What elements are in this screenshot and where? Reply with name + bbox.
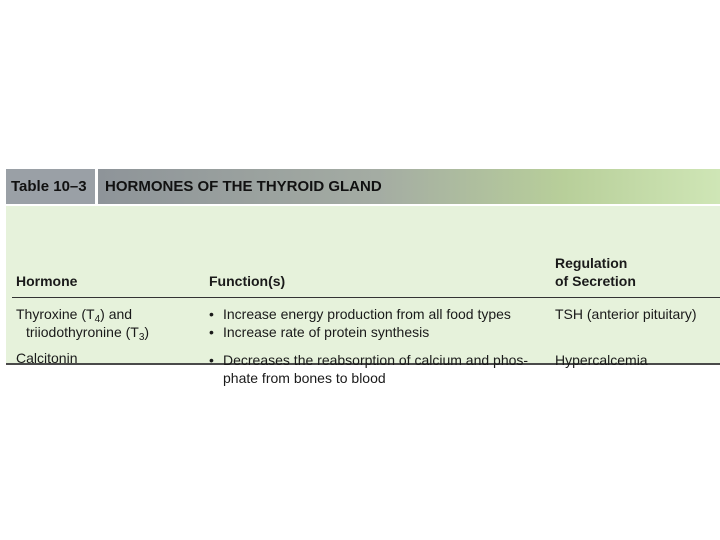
table-row-1-regulation: TSH (anterior pituitary) [555,306,697,322]
column-header-hormone: Hormone [16,273,78,289]
table-row-1-functions [209,305,511,341]
table-row-1-hormone [16,305,149,341]
table-row-2-hormone: Calcitonin [16,350,78,366]
list-item-continuation: phate from bones to blood [223,370,386,386]
list-item: • Increase rate of protein synthesis [209,323,511,341]
table-title-bar [6,169,720,206]
table-title: HORMONES OF THE THYROID GLAND [98,169,720,204]
column-header-regulation-line1: Regulation [555,255,628,271]
hormone-line-2: triiodothyronine $(T_3)$ [26,324,150,343]
table-number: Table 10–3 [6,169,98,204]
table-body [6,206,720,386]
list-item: • Decreases the reabsorption of calcium and phos- [209,351,528,369]
hormone-table [6,169,720,386]
column-header-functions: Function(s) [209,273,286,289]
list-item: • Increase energy production from all food types [209,305,511,323]
header-divider [12,297,720,298]
column-header-regulation-line2: of Secretion [555,273,636,289]
hormone-line-1: Thyroxine $(T_4)$ and [16,306,133,325]
table-row-2-regulation: Hypercalcemia [555,352,648,368]
table-row-2-functions [209,351,528,387]
